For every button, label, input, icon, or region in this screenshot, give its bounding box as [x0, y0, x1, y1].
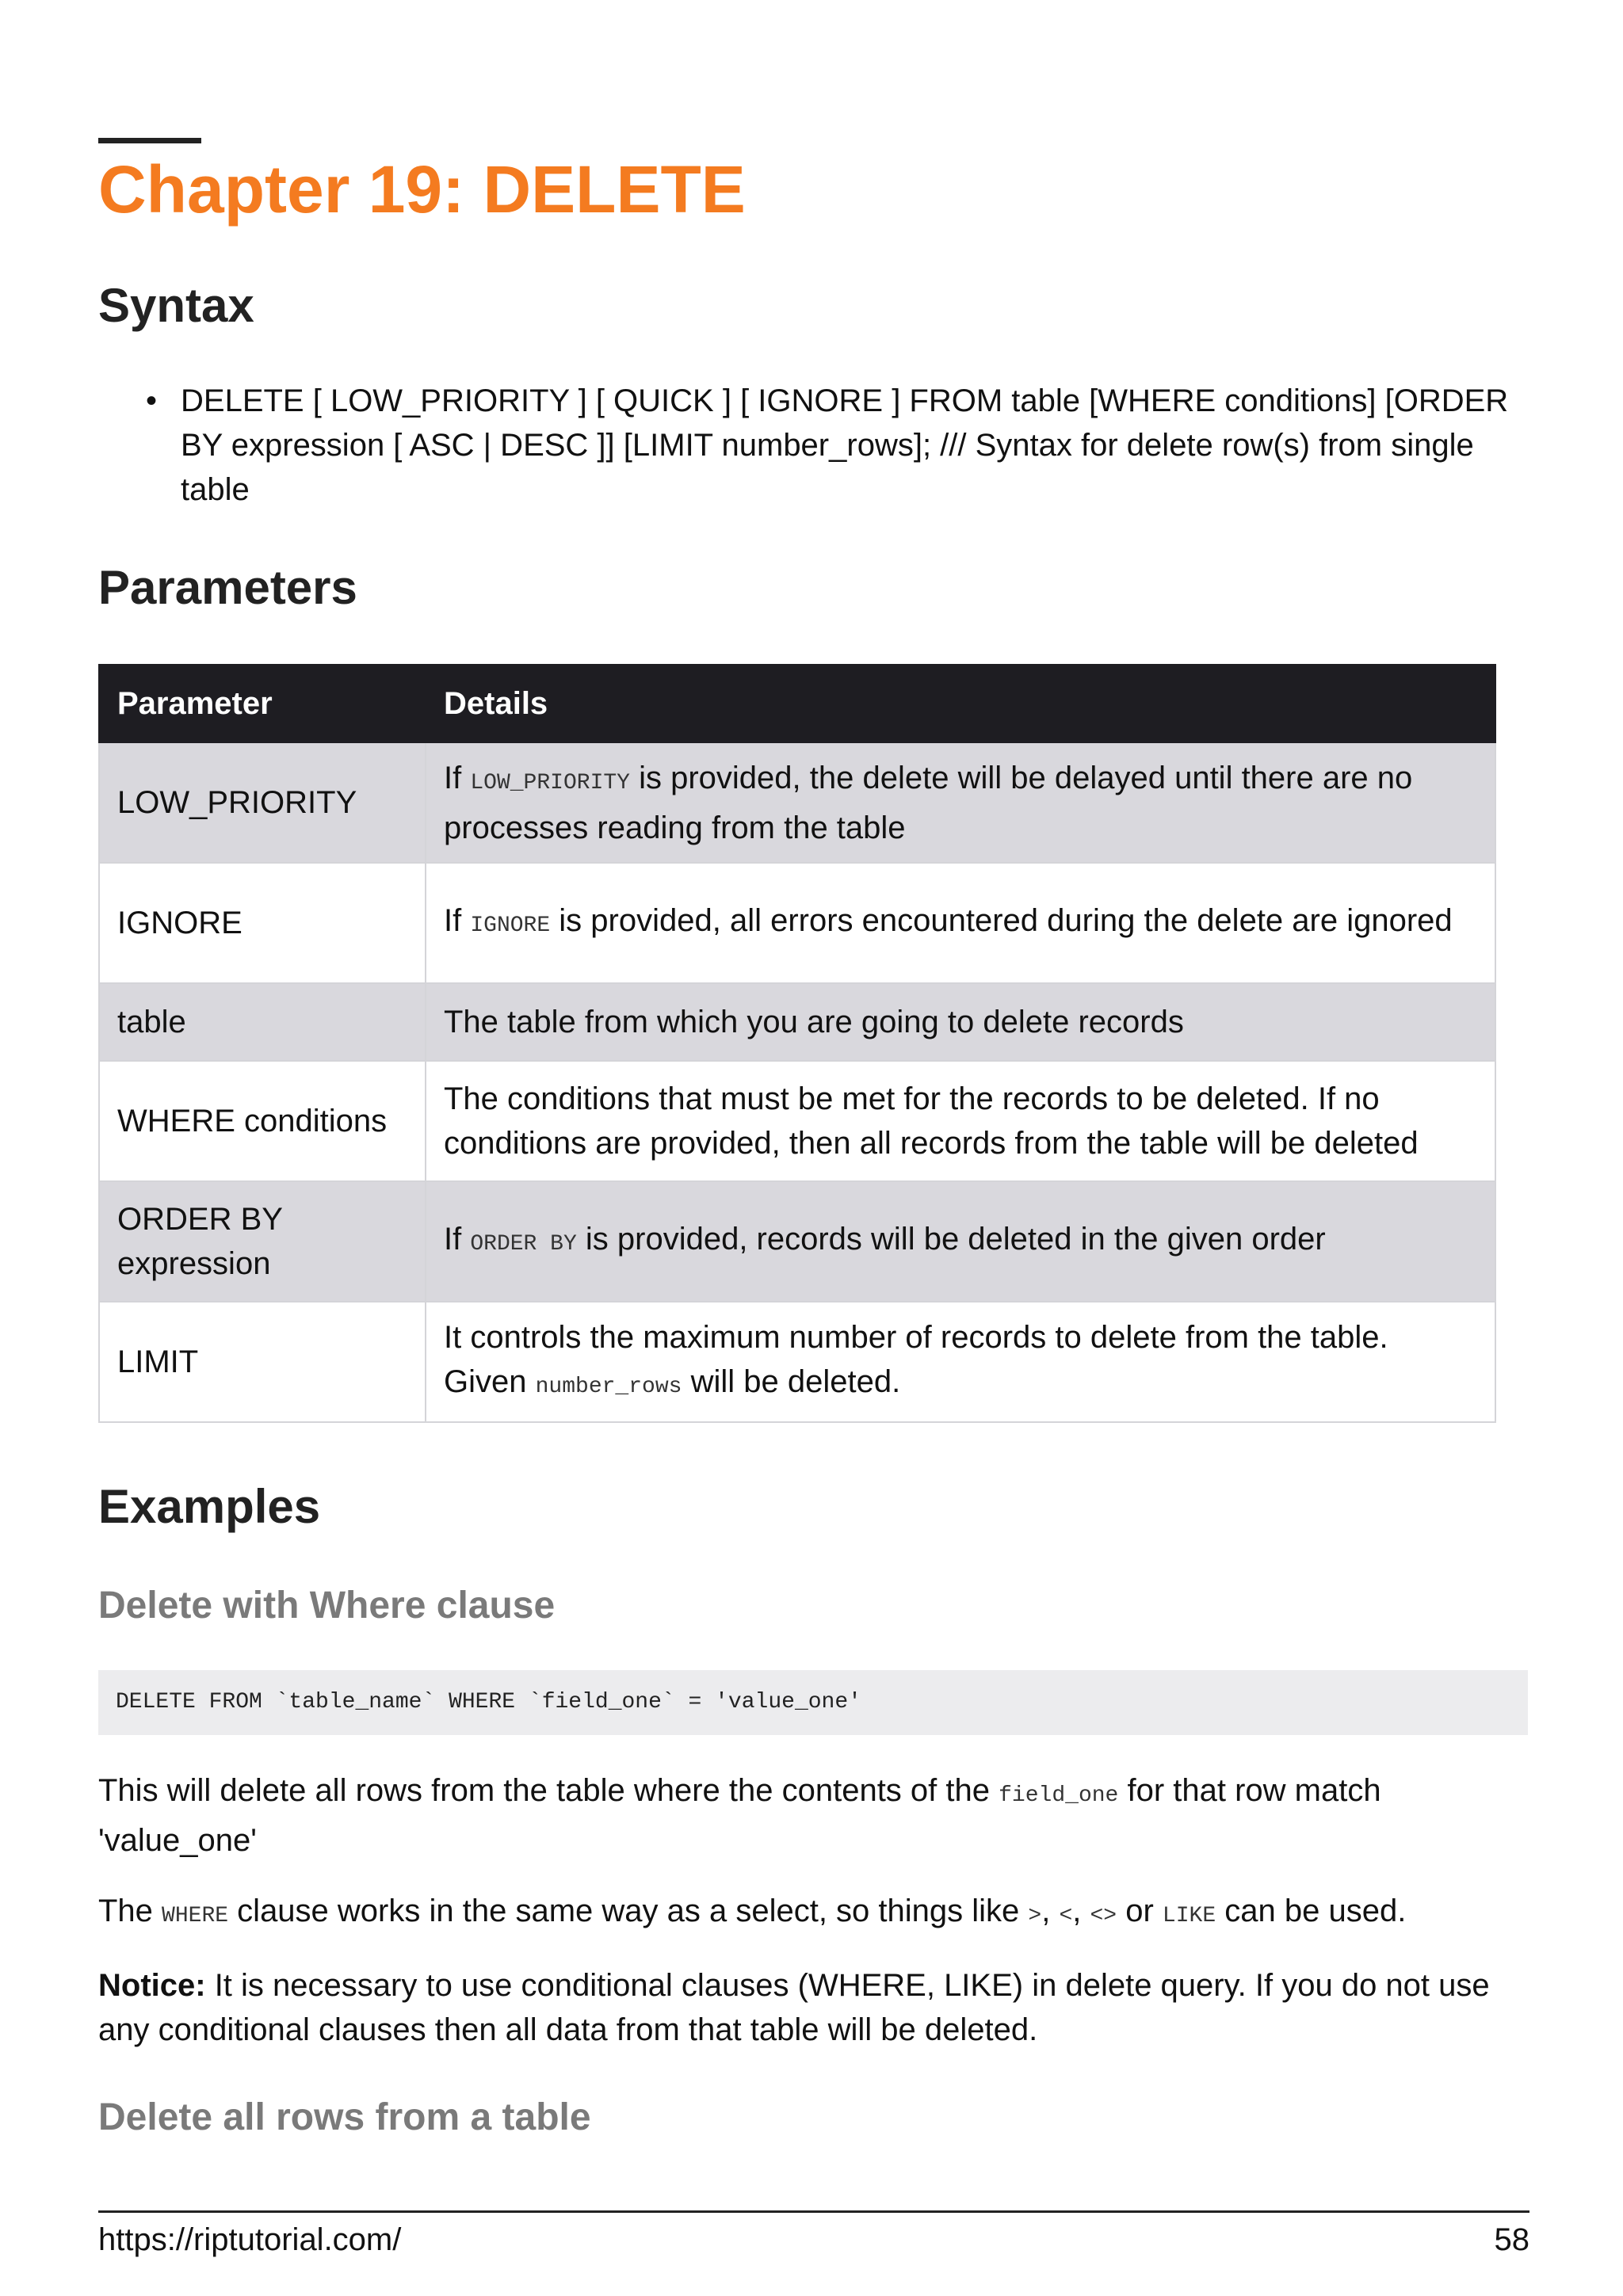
- inline-code: field_one: [999, 1783, 1119, 1808]
- chapter-rule: [98, 138, 201, 143]
- inline-code: ORDER BY: [470, 1231, 577, 1257]
- paragraph-where-clause: The WHERE clause works in the same way as a select, so things like >, <, <> or LIKE can be used.: [98, 1894, 1407, 1928]
- param-details: The conditions that must be met for the records to be deleted. If no conditions are provided, then all records from the table will be deleted: [426, 1061, 1495, 1181]
- inline-code: WHERE: [162, 1904, 229, 1928]
- footer-url-link[interactable]: https://riptutorial.com/: [98, 2222, 402, 2257]
- all-rows-heading: Delete all rows from a table: [98, 2096, 591, 2138]
- param-details: If IGNORE is provided, all errors encountered during the delete are ignored: [426, 863, 1495, 983]
- syntax-text: DELETE [ LOW_PRIORITY ] [ QUICK ] [ IGNORE ] FROM table [WHERE conditions] [ORDER BY expression [ ASC | DESC ]] [LIMIT number_rows]; /// Syntax for delete row(s) from single table: [181, 383, 1509, 507]
- notice-paragraph: Notice: It is necessary to use conditional clauses (WHERE, LIKE) in delete query. If you do not use any conditional clauses then all data from that table will be deleted.: [98, 1968, 1490, 2047]
- param-name: WHERE conditions: [99, 1061, 426, 1181]
- parameters-heading: Parameters: [98, 561, 357, 614]
- param-name: table: [99, 983, 426, 1061]
- table-row: [99, 1061, 1495, 1181]
- inline-code: >: [1028, 1904, 1042, 1928]
- param-name: ORDER BY expression: [99, 1181, 426, 1302]
- table-header-row: [99, 665, 1495, 742]
- inline-code: LOW_PRIORITY: [470, 770, 630, 795]
- param-name: LIMIT: [99, 1302, 426, 1422]
- table-row: [99, 983, 1495, 1061]
- param-details: If LOW_PRIORITY is provided, the delete will be delayed until there are no processes reading from the table: [426, 742, 1495, 863]
- syntax-item: [98, 379, 1509, 512]
- table-row: [99, 1302, 1495, 1422]
- paragraph-field-one: This will delete all rows from the table where the contents of the field_one for that row match 'value_one': [98, 1773, 1381, 1858]
- param-details: If ORDER BY is provided, records will be deleted in the given order: [426, 1181, 1495, 1302]
- syntax-heading: Syntax: [98, 279, 254, 332]
- table-row: [99, 863, 1495, 983]
- param-details: It controls the maximum number of records to delete from the table. Given number_rows will be deleted.: [426, 1302, 1495, 1422]
- notice-label: Notice:: [98, 1968, 206, 2003]
- inline-code: <: [1059, 1904, 1073, 1928]
- table-row: [99, 742, 1495, 863]
- inline-code: LIKE: [1162, 1904, 1216, 1928]
- param-name: LOW_PRIORITY: [99, 742, 426, 863]
- inline-code: IGNORE: [470, 913, 551, 938]
- footer-rule: [98, 2210, 1529, 2213]
- bullet-icon: •: [146, 383, 158, 418]
- page-number: 58: [1494, 2222, 1529, 2257]
- inline-code: number_rows: [535, 1374, 682, 1399]
- column-header-details: Details: [426, 665, 1495, 742]
- table-row: [99, 1181, 1495, 1302]
- param-name: IGNORE: [99, 863, 426, 983]
- param-details: The table from which you are going to delete records: [426, 983, 1495, 1061]
- examples-heading: Examples: [98, 1480, 321, 1533]
- syntax-list: [98, 379, 1509, 512]
- code-block: DELETE FROM `table_name` WHERE `field_one` = 'value_one': [98, 1670, 1528, 1735]
- parameters-table: [98, 664, 1496, 1423]
- chapter-title: Chapter 19: DELETE: [98, 152, 746, 227]
- inline-code: <>: [1090, 1904, 1117, 1928]
- where-example-heading: Delete with Where clause: [98, 1585, 556, 1627]
- column-header-parameter: Parameter: [99, 665, 426, 742]
